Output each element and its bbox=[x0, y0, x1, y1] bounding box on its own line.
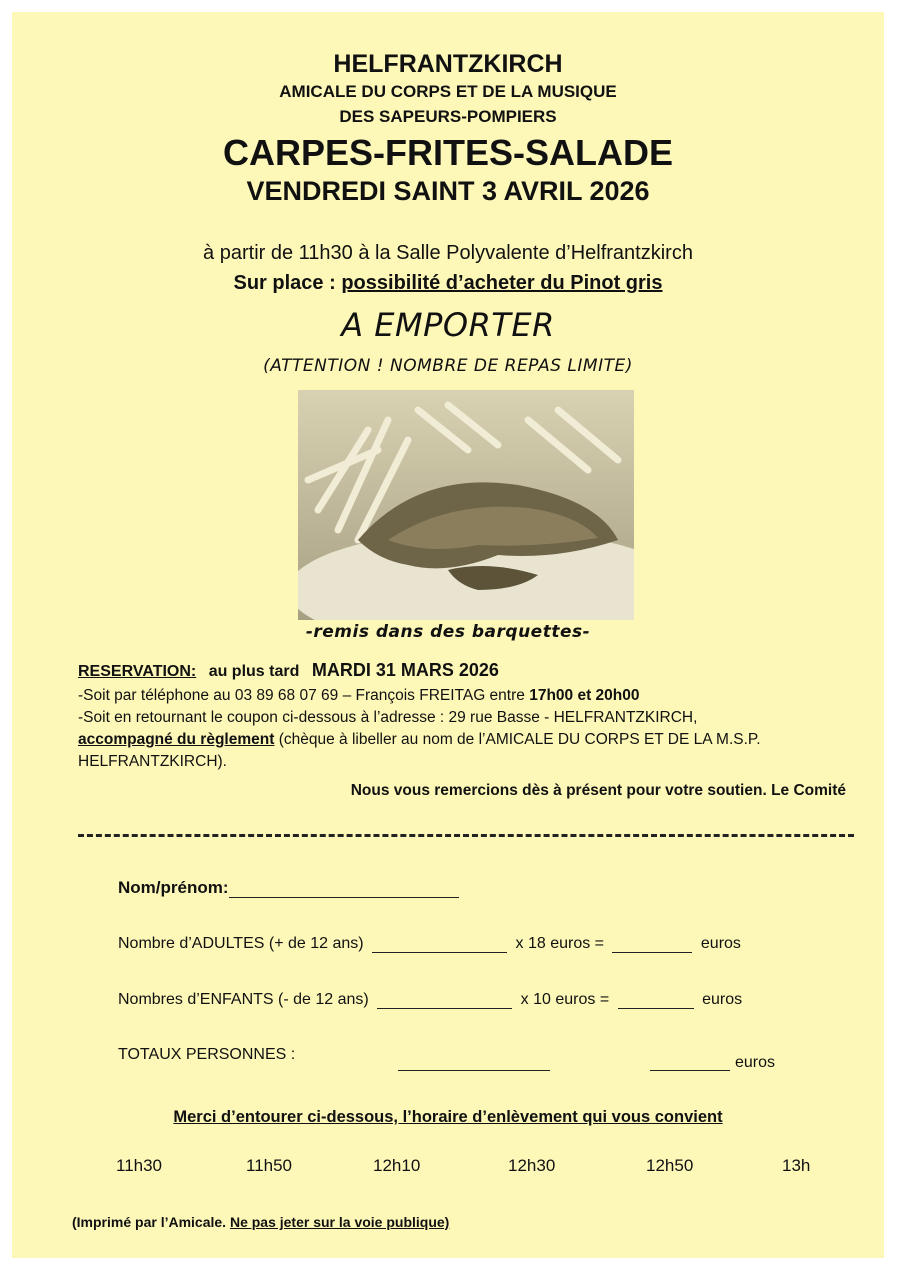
event-title: CARPES-FRITES-SALADE bbox=[222, 132, 674, 173]
adults-total-blank bbox=[612, 934, 692, 953]
thanks-line: Nous vous remercions dès à présent pour votre soutien. Le Comité bbox=[350, 782, 846, 799]
event-date: VENDREDI SAINT 3 AVRIL 2026 bbox=[246, 176, 650, 206]
pickup-time-1130: 11h30 bbox=[116, 1156, 163, 1175]
phone-hours: 17h00 et 20h00 bbox=[529, 687, 640, 704]
deadline-prefix: au plus tard bbox=[208, 663, 300, 680]
coupon-address-line: -Soit en retournant le coupon ci-dessous à l’adresse : 29 rue Basse - HELFRANTZKIRCH, bbox=[78, 709, 698, 726]
footer-line bbox=[72, 1214, 449, 1230]
cut-line bbox=[78, 834, 854, 837]
name-blank bbox=[229, 879, 459, 898]
fried-carp-illustration bbox=[298, 390, 634, 620]
takeaway-heading: A EMPORTER bbox=[341, 306, 555, 344]
reservation-label: RESERVATION: bbox=[78, 663, 197, 680]
children-price: x 10 euros = bbox=[520, 991, 610, 1008]
adults-label: Nombre d’ADULTES (+ de 12 ans) bbox=[118, 935, 364, 952]
payment-line-2: HELFRANTZKIRCH). bbox=[78, 753, 227, 770]
name-label: Nom/prénom: bbox=[118, 878, 229, 897]
pickup-time-1150: 11h50 bbox=[246, 1156, 293, 1175]
organization-line-2: DES SAPEURS-POMPIERS bbox=[339, 107, 557, 126]
pickup-time-1250: 12h50 bbox=[646, 1156, 694, 1175]
onsite-label: Sur place : bbox=[233, 272, 336, 294]
phone-line bbox=[78, 687, 640, 705]
totals-persons-blank bbox=[398, 1052, 550, 1071]
adults-currency: euros bbox=[700, 935, 741, 952]
children-row bbox=[118, 990, 742, 1009]
totals-label: TOTAUX PERSONNES : bbox=[118, 1046, 296, 1063]
children-total-blank bbox=[618, 990, 694, 1009]
payment-label: accompagné du règlement bbox=[78, 731, 275, 748]
pickup-time-1210: 12h10 bbox=[373, 1156, 421, 1175]
town-title: HELFRANTZKIRCH bbox=[333, 50, 563, 78]
phone-text: -Soit par téléphone au 03 89 68 07 69 – François FREITAG entre bbox=[78, 687, 525, 704]
adults-row bbox=[118, 934, 741, 953]
litter-notice: Ne pas jeter sur la voie publique) bbox=[229, 1214, 450, 1230]
payment-text: (chèque à libeller au nom de l’AMICALE DU CORPS ET DE LA M.S.P. bbox=[278, 731, 761, 748]
totals-amount-blank bbox=[650, 1052, 730, 1071]
children-count-blank bbox=[377, 990, 512, 1009]
payment-line bbox=[78, 731, 761, 749]
pickup-time-1300: 13h bbox=[782, 1156, 811, 1175]
onsite-text: possibilité d’acheter du Pinot gris bbox=[341, 272, 663, 294]
limited-warning: (ATTENTION ! NOMBRE DE REPAS LIMITE) bbox=[263, 356, 633, 376]
printed-by: (Imprimé par l’Amicale. bbox=[72, 1214, 227, 1230]
children-label: Nombres d’ENFANTS (- de 12 ans) bbox=[118, 991, 369, 1008]
pickup-time-1230: 12h30 bbox=[508, 1156, 556, 1175]
carp-fries-photo bbox=[298, 390, 634, 620]
reservation-line bbox=[78, 660, 499, 681]
name-field bbox=[118, 878, 459, 898]
event-location: à partir de 11h30 à la Salle Polyvalente d’Helfrantzkirch bbox=[203, 242, 693, 264]
reservation-deadline: MARDI 31 MARS 2026 bbox=[311, 660, 499, 680]
onsite-line bbox=[12, 272, 884, 295]
pickup-instruction: Merci d’entourer ci-dessous, l’horaire d’enlèvement qui vous convient bbox=[173, 1108, 723, 1126]
children-currency: euros bbox=[702, 991, 743, 1008]
flyer-page bbox=[12, 12, 884, 1258]
adults-price: x 18 euros = bbox=[515, 935, 604, 952]
adults-count-blank bbox=[372, 934, 507, 953]
organization-line-1: AMICALE DU CORPS ET DE LA MUSIQUE bbox=[279, 82, 617, 101]
photo-caption: -remis dans des barquettes- bbox=[305, 622, 591, 642]
totals-currency: euros bbox=[735, 1054, 776, 1071]
